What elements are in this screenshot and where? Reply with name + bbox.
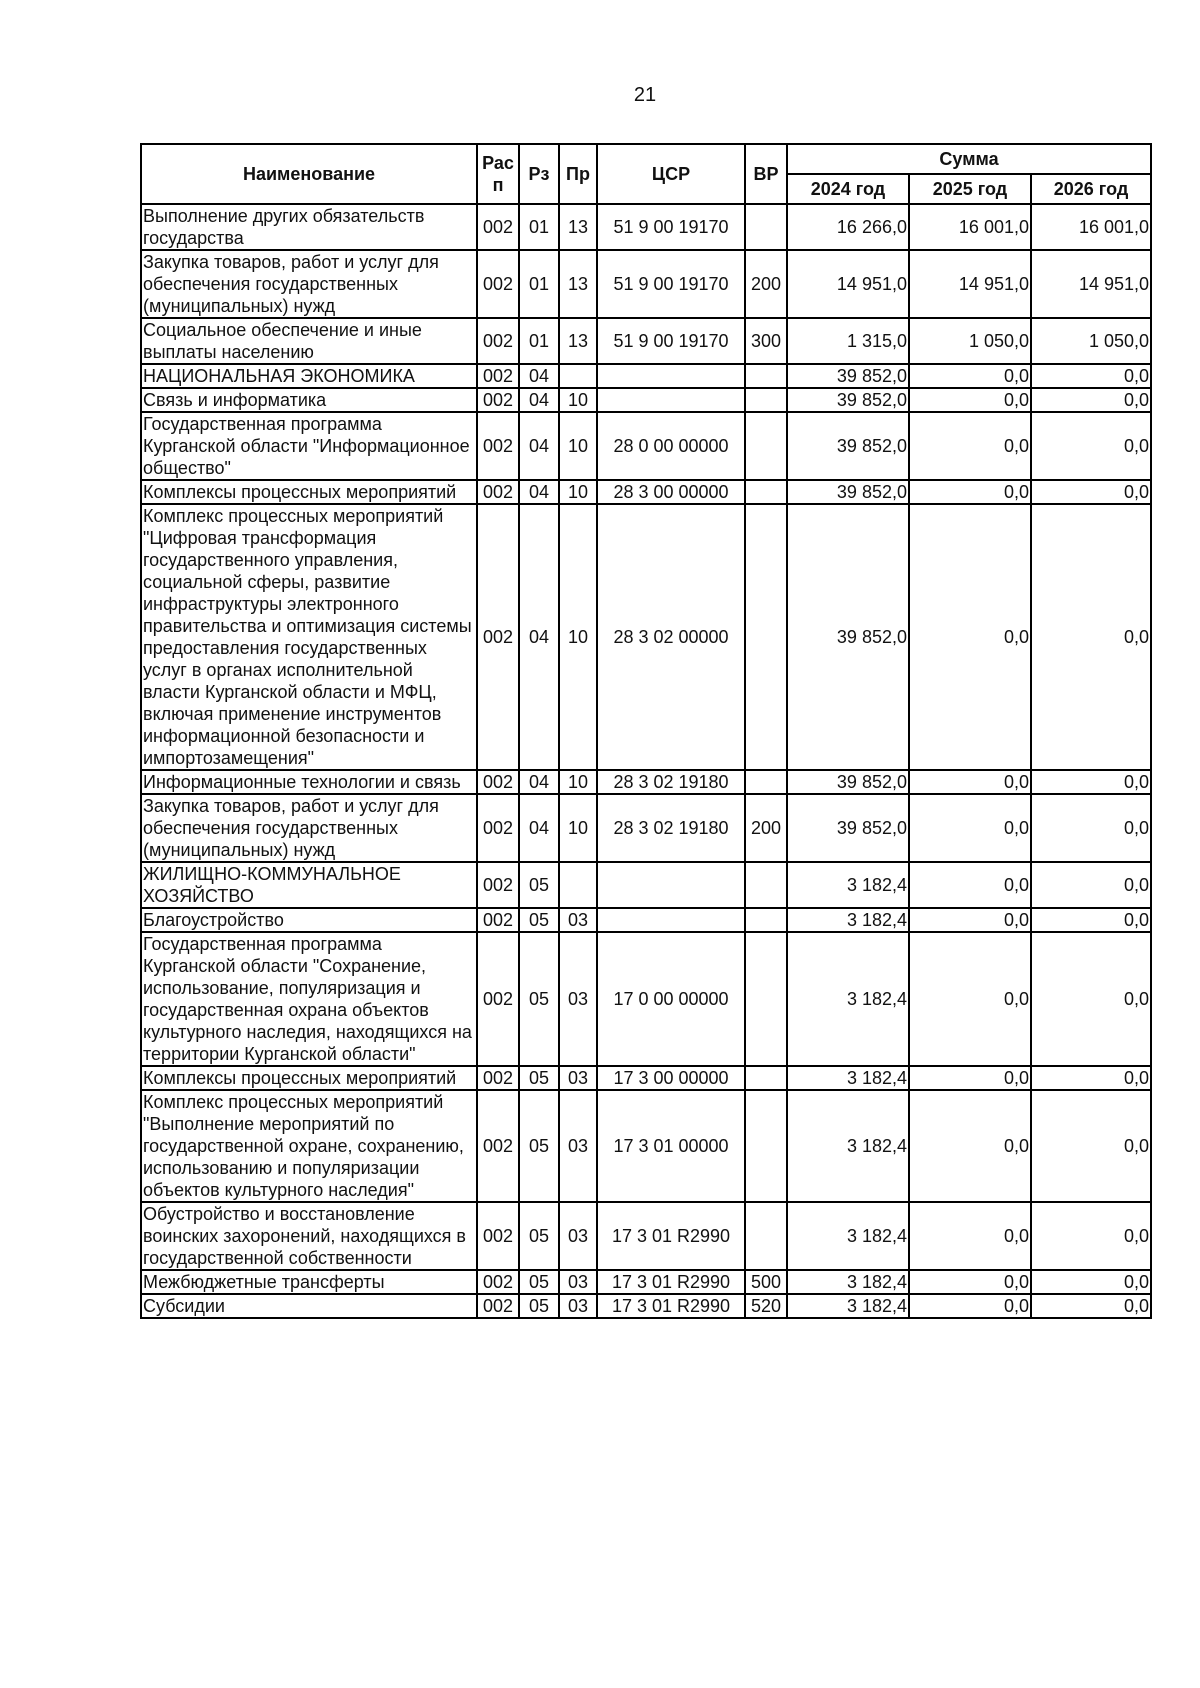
cell-rz: 04	[519, 388, 559, 412]
header-vr: ВР	[745, 144, 787, 204]
header-pr: Пр	[559, 144, 597, 204]
cell-sum-2024: 3 182,4	[787, 1270, 909, 1294]
cell-sum-2024: 14 951,0	[787, 250, 909, 318]
budget-table	[140, 143, 1152, 1319]
cell-sum-2025: 0,0	[909, 1202, 1031, 1270]
cell-name: Обустройство и восстановление воинских захоронений, находящихся в государственной собственности	[141, 1202, 477, 1270]
cell-pr: 13	[559, 318, 597, 364]
table-row	[141, 1270, 1151, 1294]
cell-name: Связь и информатика	[141, 388, 477, 412]
cell-csr: 28 3 00 00000	[597, 480, 745, 504]
cell-sum-2026: 1 050,0	[1031, 318, 1151, 364]
table-row	[141, 1202, 1151, 1270]
table-row	[141, 770, 1151, 794]
cell-name: Комплекс процессных мероприятий "Выполнение мероприятий по государственной охране, сохранению, использованию и популяризации объектов культурного наследия"	[141, 1090, 477, 1202]
cell-sum-2025: 0,0	[909, 1090, 1031, 1202]
cell-sum-2024: 39 852,0	[787, 364, 909, 388]
cell-razd: 002	[477, 1066, 519, 1090]
cell-sum-2024: 3 182,4	[787, 862, 909, 908]
cell-csr: 28 3 02 00000	[597, 504, 745, 770]
cell-sum-2026: 0,0	[1031, 1066, 1151, 1090]
cell-razd: 002	[477, 862, 519, 908]
cell-sum-2025: 0,0	[909, 364, 1031, 388]
cell-sum-2026: 0,0	[1031, 1202, 1151, 1270]
cell-vr: 520	[745, 1294, 787, 1318]
cell-rz: 04	[519, 770, 559, 794]
cell-pr: 03	[559, 1270, 597, 1294]
header-year-2024: 2024 год	[787, 174, 909, 204]
cell-pr: 13	[559, 250, 597, 318]
cell-sum-2026: 0,0	[1031, 1294, 1151, 1318]
cell-csr: 28 3 02 19180	[597, 770, 745, 794]
cell-sum-2026: 0,0	[1031, 364, 1151, 388]
cell-name: Межбюджетные трансферты	[141, 1270, 477, 1294]
cell-sum-2026: 0,0	[1031, 480, 1151, 504]
cell-name: Государственная программа Курганской области "Информационное общество"	[141, 412, 477, 480]
cell-pr: 10	[559, 412, 597, 480]
cell-sum-2024: 3 182,4	[787, 1202, 909, 1270]
cell-sum-2025: 0,0	[909, 412, 1031, 480]
cell-sum-2024: 16 266,0	[787, 204, 909, 250]
cell-rz: 01	[519, 250, 559, 318]
cell-csr: 51 9 00 19170	[597, 204, 745, 250]
cell-sum-2024: 3 182,4	[787, 908, 909, 932]
table-row	[141, 1090, 1151, 1202]
cell-csr: 17 3 01 R2990	[597, 1294, 745, 1318]
cell-sum-2025: 0,0	[909, 480, 1031, 504]
cell-sum-2026: 0,0	[1031, 1090, 1151, 1202]
cell-sum-2026: 16 001,0	[1031, 204, 1151, 250]
header-csr: ЦСР	[597, 144, 745, 204]
table-row	[141, 388, 1151, 412]
cell-razd: 002	[477, 1090, 519, 1202]
cell-pr: 10	[559, 794, 597, 862]
cell-name: ЖИЛИЩНО-КОММУНАЛЬНОЕ ХОЗЯЙСТВО	[141, 862, 477, 908]
cell-razd: 002	[477, 480, 519, 504]
cell-sum-2024: 39 852,0	[787, 412, 909, 480]
cell-pr	[559, 364, 597, 388]
cell-vr: 500	[745, 1270, 787, 1294]
table-row	[141, 1294, 1151, 1318]
cell-csr	[597, 862, 745, 908]
cell-pr: 10	[559, 770, 597, 794]
cell-pr: 10	[559, 388, 597, 412]
table-row	[141, 204, 1151, 250]
table-row	[141, 480, 1151, 504]
cell-sum-2025: 0,0	[909, 794, 1031, 862]
cell-sum-2024: 39 852,0	[787, 770, 909, 794]
cell-rz: 05	[519, 1066, 559, 1090]
cell-vr	[745, 504, 787, 770]
header-sum: Сумма	[787, 144, 1151, 174]
cell-rz: 05	[519, 1202, 559, 1270]
table-row	[141, 504, 1151, 770]
cell-rz: 01	[519, 318, 559, 364]
cell-razd: 002	[477, 388, 519, 412]
cell-pr: 10	[559, 480, 597, 504]
cell-sum-2025: 0,0	[909, 770, 1031, 794]
header-year-2025: 2025 год	[909, 174, 1031, 204]
cell-sum-2026: 0,0	[1031, 794, 1151, 862]
cell-vr: 200	[745, 250, 787, 318]
cell-name: Выполнение других обязательств государства	[141, 204, 477, 250]
cell-csr: 51 9 00 19170	[597, 250, 745, 318]
cell-rz: 05	[519, 932, 559, 1066]
cell-sum-2024: 39 852,0	[787, 794, 909, 862]
table-row	[141, 794, 1151, 862]
cell-vr	[745, 364, 787, 388]
cell-sum-2025: 0,0	[909, 1066, 1031, 1090]
cell-razd: 002	[477, 504, 519, 770]
cell-razd: 002	[477, 794, 519, 862]
cell-sum-2026: 0,0	[1031, 908, 1151, 932]
table-body	[141, 204, 1151, 1318]
cell-razd: 002	[477, 1294, 519, 1318]
cell-rz: 04	[519, 480, 559, 504]
cell-vr	[745, 412, 787, 480]
cell-razd: 002	[477, 318, 519, 364]
cell-razd: 002	[477, 250, 519, 318]
table-row	[141, 908, 1151, 932]
cell-csr: 17 3 01 R2990	[597, 1270, 745, 1294]
cell-pr: 03	[559, 1202, 597, 1270]
cell-name: Социальное обеспечение и иные выплаты населению	[141, 318, 477, 364]
cell-csr: 17 3 00 00000	[597, 1066, 745, 1090]
table-row	[141, 318, 1151, 364]
cell-rz: 05	[519, 1090, 559, 1202]
cell-razd: 002	[477, 1202, 519, 1270]
cell-razd: 002	[477, 908, 519, 932]
table-row	[141, 412, 1151, 480]
table-row	[141, 862, 1151, 908]
cell-csr: 51 9 00 19170	[597, 318, 745, 364]
cell-name: Государственная программа Курганской области "Сохранение, использование, популяризация и государственная охрана объектов культурного наследия, находящихся на территории Курганской области"	[141, 932, 477, 1066]
cell-vr	[745, 480, 787, 504]
cell-sum-2026: 0,0	[1031, 862, 1151, 908]
cell-csr: 28 0 00 00000	[597, 412, 745, 480]
cell-sum-2024: 39 852,0	[787, 504, 909, 770]
cell-name: Закупка товаров, работ и услуг для обеспечения государственных (муниципальных) нужд	[141, 794, 477, 862]
cell-sum-2026: 0,0	[1031, 932, 1151, 1066]
cell-razd: 002	[477, 204, 519, 250]
cell-rz: 04	[519, 794, 559, 862]
cell-name: Закупка товаров, работ и услуг для обеспечения государственных (муниципальных) нужд	[141, 250, 477, 318]
header-rz: Рз	[519, 144, 559, 204]
cell-rz: 05	[519, 1294, 559, 1318]
cell-vr: 200	[745, 794, 787, 862]
cell-sum-2024: 3 182,4	[787, 1294, 909, 1318]
cell-name: НАЦИОНАЛЬНАЯ ЭКОНОМИКА	[141, 364, 477, 388]
cell-sum-2025: 0,0	[909, 504, 1031, 770]
cell-csr	[597, 388, 745, 412]
cell-vr	[745, 1066, 787, 1090]
cell-pr: 03	[559, 1090, 597, 1202]
cell-csr	[597, 908, 745, 932]
cell-vr	[745, 862, 787, 908]
cell-sum-2025: 0,0	[909, 1270, 1031, 1294]
header-razd: Рас п	[477, 144, 519, 204]
cell-sum-2024: 3 182,4	[787, 1090, 909, 1202]
cell-vr	[745, 1202, 787, 1270]
cell-pr: 03	[559, 908, 597, 932]
cell-pr: 03	[559, 932, 597, 1066]
cell-csr: 17 3 01 R2990	[597, 1202, 745, 1270]
cell-vr	[745, 388, 787, 412]
cell-rz: 05	[519, 908, 559, 932]
cell-pr: 03	[559, 1066, 597, 1090]
cell-sum-2024: 3 182,4	[787, 1066, 909, 1090]
cell-vr	[745, 1090, 787, 1202]
table-row	[141, 932, 1151, 1066]
cell-razd: 002	[477, 932, 519, 1066]
cell-name: Информационные технологии и связь	[141, 770, 477, 794]
cell-razd: 002	[477, 1270, 519, 1294]
cell-sum-2025: 0,0	[909, 862, 1031, 908]
table-row	[141, 364, 1151, 388]
cell-sum-2025: 0,0	[909, 388, 1031, 412]
table-row	[141, 1066, 1151, 1090]
cell-rz: 01	[519, 204, 559, 250]
cell-sum-2025: 0,0	[909, 908, 1031, 932]
cell-sum-2026: 0,0	[1031, 1270, 1151, 1294]
cell-csr	[597, 364, 745, 388]
cell-vr	[745, 908, 787, 932]
cell-sum-2024: 39 852,0	[787, 480, 909, 504]
cell-sum-2025: 0,0	[909, 1294, 1031, 1318]
cell-rz: 05	[519, 862, 559, 908]
cell-name: Благоустройство	[141, 908, 477, 932]
cell-sum-2026: 0,0	[1031, 504, 1151, 770]
cell-sum-2025: 0,0	[909, 932, 1031, 1066]
cell-sum-2025: 14 951,0	[909, 250, 1031, 318]
cell-pr: 10	[559, 504, 597, 770]
cell-sum-2026: 0,0	[1031, 412, 1151, 480]
cell-sum-2026: 0,0	[1031, 770, 1151, 794]
cell-sum-2026: 0,0	[1031, 388, 1151, 412]
cell-name: Комплексы процессных мероприятий	[141, 1066, 477, 1090]
table-header-row	[141, 144, 1151, 174]
table-row	[141, 250, 1151, 318]
cell-sum-2026: 14 951,0	[1031, 250, 1151, 318]
cell-sum-2024: 1 315,0	[787, 318, 909, 364]
header-name: Наименование	[141, 144, 477, 204]
cell-name: Комплексы процессных мероприятий	[141, 480, 477, 504]
cell-pr: 13	[559, 204, 597, 250]
cell-razd: 002	[477, 770, 519, 794]
cell-name: Субсидии	[141, 1294, 477, 1318]
cell-csr: 17 0 00 00000	[597, 932, 745, 1066]
cell-vr: 300	[745, 318, 787, 364]
cell-vr	[745, 932, 787, 1066]
cell-pr: 03	[559, 1294, 597, 1318]
cell-sum-2025: 1 050,0	[909, 318, 1031, 364]
cell-vr	[745, 770, 787, 794]
header-year-2026: 2026 год	[1031, 174, 1151, 204]
cell-csr: 28 3 02 19180	[597, 794, 745, 862]
cell-sum-2025: 16 001,0	[909, 204, 1031, 250]
cell-razd: 002	[477, 412, 519, 480]
cell-vr	[745, 204, 787, 250]
cell-sum-2024: 39 852,0	[787, 388, 909, 412]
page-number: 21	[633, 84, 657, 106]
cell-name: Комплекс процессных мероприятий "Цифровая трансформация государственного управления, социальной сферы, развитие инфраструктуры электронного правительства и оптимизация системы предоставления государственных услуг в органах исполнительной власти Курганской области и МФЦ, включая применение инструментов информационной безопасности и импортозамещения"	[141, 504, 477, 770]
cell-pr	[559, 862, 597, 908]
cell-rz: 05	[519, 1270, 559, 1294]
cell-rz: 04	[519, 412, 559, 480]
cell-sum-2024: 3 182,4	[787, 932, 909, 1066]
cell-csr: 17 3 01 00000	[597, 1090, 745, 1202]
cell-rz: 04	[519, 504, 559, 770]
cell-rz: 04	[519, 364, 559, 388]
cell-razd: 002	[477, 364, 519, 388]
